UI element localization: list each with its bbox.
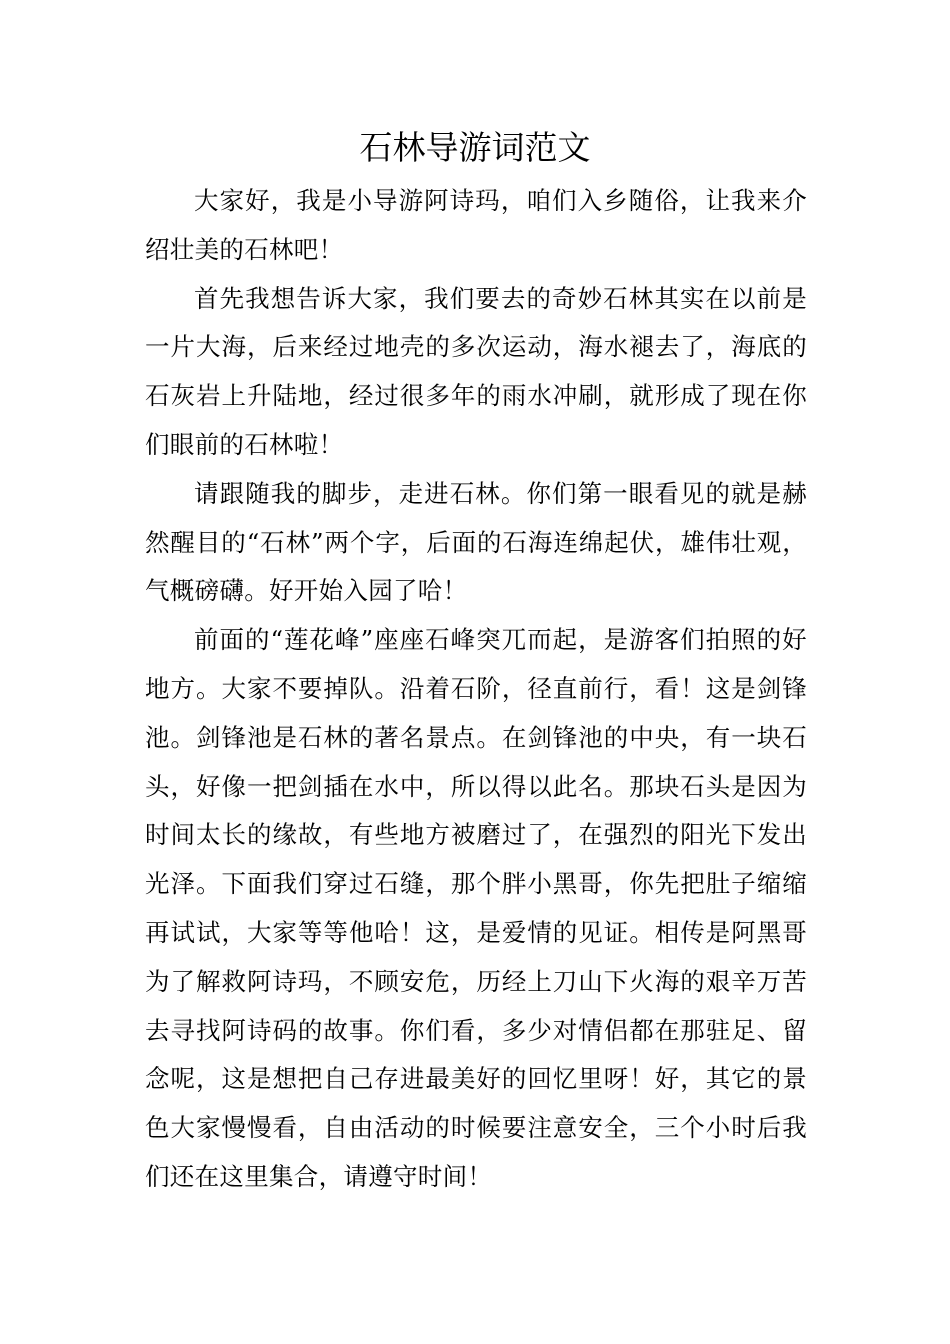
paragraph-history: 首先我想告诉大家，我们要去的奇妙石林其实在以前是一片大海，后来经过地壳的多次运动，海水褪去了，海底的石灰岩上升陆地，经过很多年的雨水冲刷，就形成了现在你们眼前的石林啦！ [145,283,807,459]
paragraph-tour: 前面的“莲花峰”座座石峰突兀而起，是游客们拍照的好地方。大家不要掉队。沿着石阶，径直前行，看！这是剑锋池。剑锋池是石林的著名景点。在剑锋池的中央，有一块石头，好像一把剑插在水中，所以得以此名。那块石头是因为时间太长的缘故，有些地方被磨过了，在强烈的阳光下发出光泽。下面我们穿过石缝，那个胖小黑哥，你先把肚子缩缩再试试，大家等等他哈！这，是爱情的见证。相传是阿黑哥为了解救阿诗玛，不顾安危，历经上刀山下火海的艰辛万苦去寻找阿诗码的故事。你们看，多少对情侣都在那驻足、留念呢，这是想把自己存进最美好的回忆里呀！好，其它的景色大家慢慢看，自由活动的时候要注意安全，三个小时后我们还在这里集合，请遵守时间！ [145,625,807,1191]
document-body [145,177,807,1202]
paragraph-intro: 大家好，我是小导游阿诗玛，咱们入乡随俗，让我来介绍壮美的石林吧！ [145,186,807,264]
document-title: 石林导游词范文 [359,128,591,167]
paragraph-entrance: 请跟随我的脚步，走进石林。你们第一眼看见的就是赫然醒目的“石林”两个字，后面的石海连绵起伏，雄伟壮观，气概磅礴。好开始入园了哈！ [145,478,807,606]
